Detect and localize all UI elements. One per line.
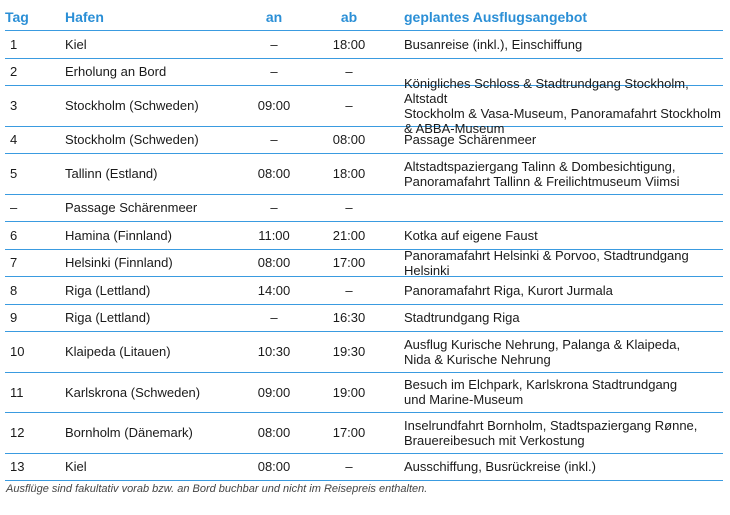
- cell-hafen: Hamina (Finnland): [65, 227, 172, 243]
- table-row: [5, 249, 723, 277]
- cell-tag: 2: [10, 64, 18, 80]
- cell-an: 09:00: [257, 98, 291, 114]
- cell-angebot: Ausschiffung, Busrückreise (inkl.): [404, 459, 596, 475]
- cell-hafen: Klaipeda (Litauen): [65, 344, 171, 360]
- cell-ab: 19:00: [332, 384, 366, 400]
- cell-hafen: Stockholm (Schweden): [65, 132, 199, 148]
- cell-tag: 5: [10, 166, 18, 182]
- cell-ab: –: [345, 98, 353, 114]
- cell-hafen: Bornholm (Dänemark): [65, 425, 193, 441]
- cell-an: 08:00: [257, 425, 291, 441]
- table-row: [5, 30, 723, 58]
- cell-angebot: Panoramafahrt Helsinki & Porvoo, Stadtrundgang Helsinki: [404, 247, 689, 278]
- table-row: [5, 412, 723, 453]
- cell-ab: –: [345, 459, 353, 475]
- cell-angebot: Busanreise (inkl.), Einschiffung: [404, 36, 583, 52]
- cell-tag: 12: [10, 425, 25, 441]
- cell-hafen: Tallinn (Estland): [65, 166, 158, 182]
- cell-tag: 11: [10, 384, 24, 400]
- cell-hafen: Kiel: [65, 36, 87, 52]
- cell-an: 09:00: [257, 384, 291, 400]
- cell-an: –: [270, 200, 278, 216]
- cell-an: 08:00: [257, 166, 291, 182]
- cell-an: –: [270, 64, 278, 80]
- cell-tag: 1: [10, 36, 18, 52]
- cell-hafen: Passage Schärenmeer: [65, 200, 198, 216]
- cell-angebot: Inselrundfahrt Bornholm, Stadtspaziergang Rønne, Brauereibesuch mit Verkostung: [404, 417, 698, 448]
- cell-ab: 19:30: [332, 344, 366, 360]
- table-row: [5, 276, 723, 304]
- cell-ab: 08:00: [332, 132, 366, 148]
- cell-hafen: Riga (Lettland): [65, 282, 151, 298]
- cell-hafen: Helsinki (Finnland): [65, 255, 173, 271]
- cell-an: 10:30: [257, 344, 291, 360]
- cell-an: –: [270, 310, 278, 326]
- cell-tag: 9: [10, 310, 18, 326]
- cell-angebot: Stadtrundgang Riga: [404, 310, 520, 326]
- cell-tag: 10: [10, 344, 25, 360]
- cell-ab: –: [345, 64, 353, 80]
- table-row: [5, 372, 723, 413]
- cell-an: 11:00: [258, 227, 290, 243]
- cell-angebot: Passage Schärenmeer: [404, 132, 537, 148]
- cell-tag: 6: [10, 227, 18, 243]
- cell-tag: 4: [10, 132, 18, 148]
- cell-ab: –: [345, 200, 353, 216]
- header-ab: ab: [340, 9, 358, 25]
- header-angebot: geplantes Ausflugsangebot: [404, 9, 588, 25]
- cell-hafen: Stockholm (Schweden): [65, 98, 199, 114]
- table-row: [5, 453, 723, 482]
- table-row: [5, 331, 723, 372]
- cell-hafen: Karlskrona (Schweden): [65, 384, 201, 400]
- cell-hafen: Erholung an Bord: [65, 64, 167, 80]
- cell-ab: 18:00: [332, 36, 366, 52]
- table-row: [5, 75, 723, 136]
- cell-ab: 21:00: [332, 227, 366, 243]
- cell-an: 08:00: [257, 459, 291, 475]
- cell-tag: 3: [10, 98, 18, 114]
- itinerary-table: [5, 4, 723, 481]
- cell-ab: –: [345, 282, 353, 298]
- cell-angebot: Panoramafahrt Riga, Kurort Jurmala: [404, 282, 613, 298]
- cell-angebot: Besuch im Elchpark, Karlskrona Stadtrundgang und Marine-Museum: [404, 377, 678, 408]
- cell-tag: –: [10, 200, 18, 216]
- cell-angebot: Ausflug Kurische Nehrung, Palanga & Klaipeda, Nida & Kurische Nehrung: [404, 336, 681, 367]
- cell-hafen: Kiel: [65, 459, 87, 475]
- header-hafen: Hafen: [65, 9, 104, 25]
- header-an: an: [265, 9, 283, 25]
- cell-tag: 8: [10, 282, 18, 298]
- cell-an: 14:00: [257, 282, 291, 298]
- cell-an: –: [270, 36, 278, 52]
- cell-tag: 13: [10, 459, 25, 475]
- header-tag: Tag: [5, 9, 29, 25]
- cell-ab: 17:00: [332, 425, 366, 441]
- table-row: [5, 304, 723, 332]
- cell-ab: 16:30: [332, 310, 366, 326]
- cell-ab: 18:00: [332, 166, 366, 182]
- cell-angebot: Altstadtspaziergang Talinn & Dombesichtigung, Panoramafahrt Tallinn & Freilichtmuseum Viimsi: [404, 158, 680, 189]
- table-row: [5, 194, 723, 222]
- table-row: [5, 221, 723, 249]
- cell-an: 08:00: [257, 255, 291, 271]
- footnote: Ausflüge sind fakultativ vorab bzw. an Bord buchbar und nicht im Reisepreis enthalten.: [6, 483, 428, 495]
- cell-angebot: Kotka auf eigene Faust: [404, 227, 538, 243]
- table-header: [5, 4, 723, 30]
- cell-an: –: [270, 132, 278, 148]
- cell-ab: 17:00: [332, 255, 366, 271]
- table-row: [5, 153, 723, 194]
- table-body: [5, 30, 723, 481]
- cell-angebot: Königliches Schloss & Stadtrundgang Stockholm, Altstadt Stockholm & Vasa-Museum, Panoramafahrt Stockholm & ABBA-Museum: [404, 75, 721, 136]
- cell-hafen: Riga (Lettland): [65, 310, 151, 326]
- cell-tag: 7: [10, 255, 18, 271]
